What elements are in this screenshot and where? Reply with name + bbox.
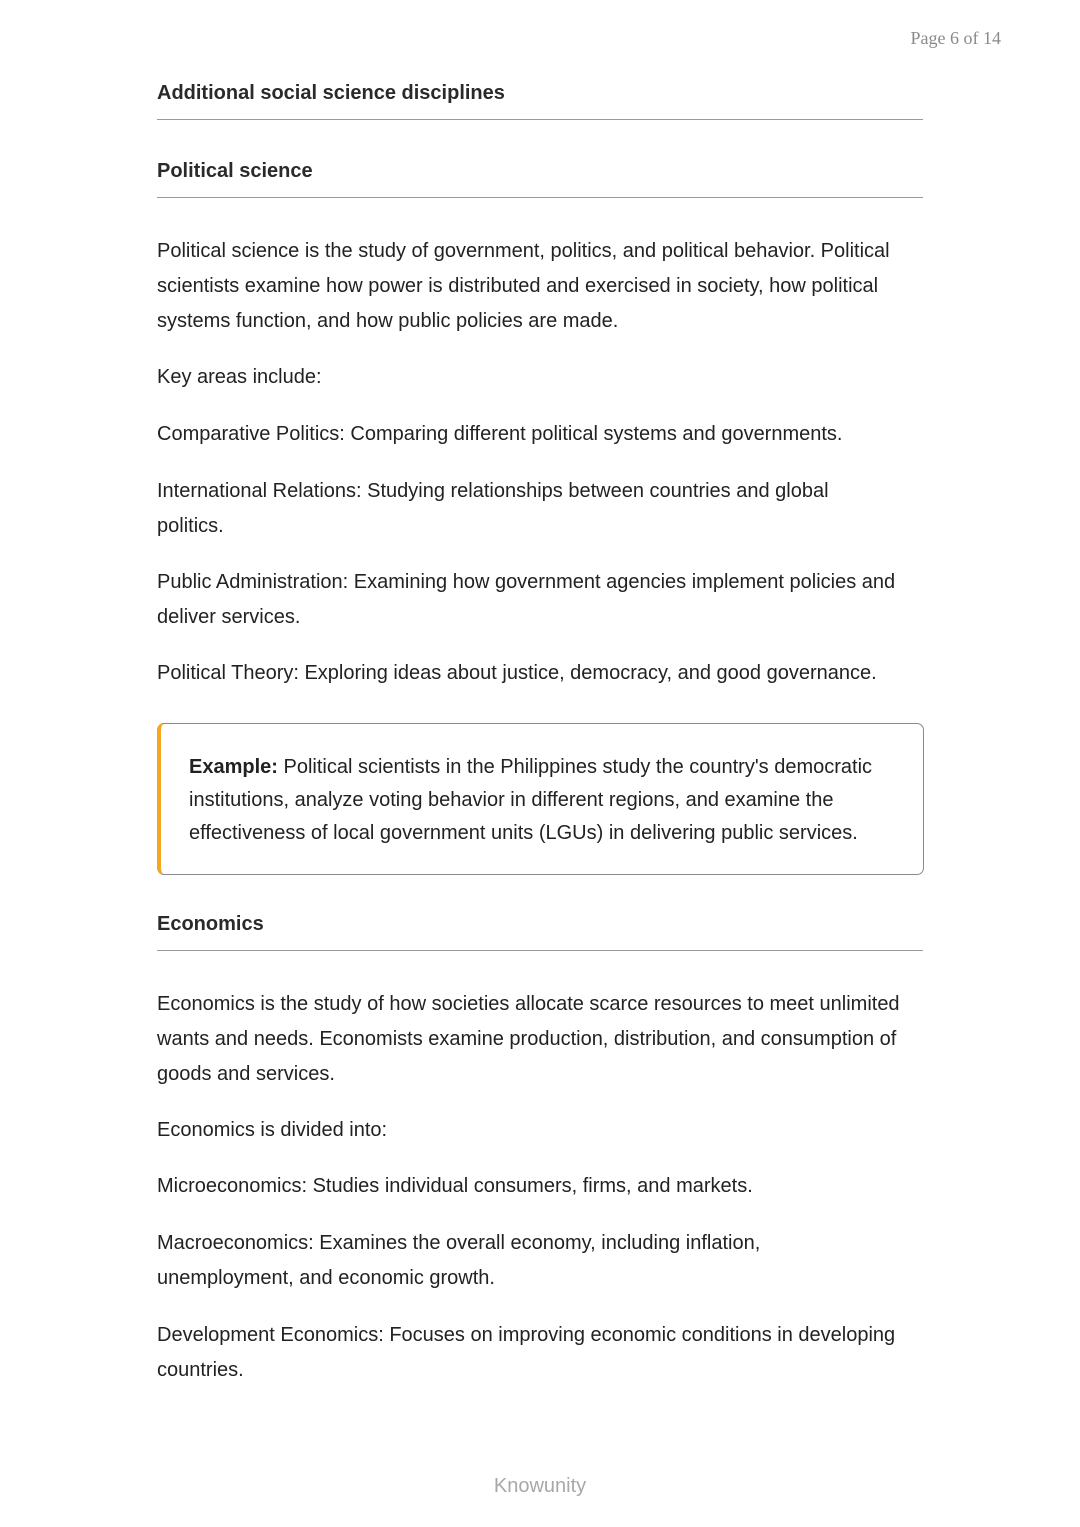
list-item: Microeconomics: Studies individual consumers, firms, and markets.	[157, 1175, 753, 1197]
economics-intro: Economics is the study of how societies allocate scarce resources to meet unlimited wants and needs. Economists examine production, distribution, and consumption of goods and services.	[157, 993, 900, 1085]
page-number: Page 6 of 14	[910, 28, 1001, 48]
economics-heading: Economics	[157, 913, 923, 951]
list-item: International Relations: Studying relationships between countries and global politics.	[157, 480, 829, 537]
key-areas-label: Key areas include:	[157, 366, 322, 388]
example-label: Example:	[189, 756, 278, 778]
example-body: Political scientists in the Philippines study the country's democratic institutions, analyze voting behavior in different regions, and examine the effectiveness of local government units (LGUs) in delivering public services.	[189, 756, 873, 844]
brand-watermark: Knowunity	[493, 1475, 587, 1497]
list-item: Public Administration: Examining how government agencies implement policies and deliver services.	[157, 571, 896, 628]
political-science-heading: Political science	[157, 160, 923, 198]
list-item: Political Theory: Exploring ideas about justice, democracy, and good governance.	[157, 662, 877, 684]
list-item: Macroeconomics: Examines the overall economy, including inflation, unemployment, and economic growth.	[157, 1232, 761, 1289]
economics-divided-label: Economics is divided into:	[157, 1119, 388, 1141]
list-item: Development Economics: Focuses on improving economic conditions in developing countries.	[157, 1324, 896, 1381]
list-item: Comparative Politics: Comparing different political systems and governments.	[157, 423, 843, 445]
section-title: Additional social science disciplines	[157, 82, 923, 120]
example-callout	[157, 723, 924, 875]
example-text	[189, 751, 909, 850]
political-science-intro: Political science is the study of government, politics, and political behavior. Political scientists examine how power is distributed and exercised in society, how political systems function, and how public policies are made.	[157, 240, 890, 332]
